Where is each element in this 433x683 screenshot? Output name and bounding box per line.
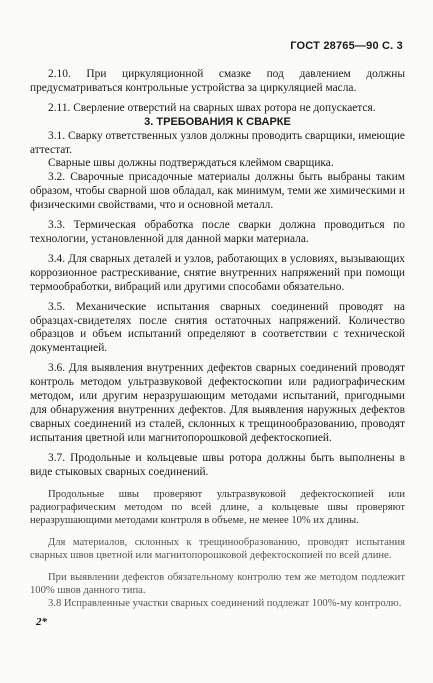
document-body bbox=[30, 68, 405, 610]
paragraph-3-4: 3.4. Для сварных деталей и узлов, работающих в условиях, вызывающих коррозионное растрескивание, снятие внутренних напряжений при помощи термообработки, вибраций или другими способами обязательно. bbox=[30, 252, 405, 293]
paragraph-3-7d: При выявлении дефектов обязательному контролю тем же методом подлежит 100% швов данного типа. bbox=[30, 572, 405, 597]
paragraph-3-3: 3.3. Термическая обработка после сварки должна проводиться по технологии, установленной для данной марки материала. bbox=[30, 219, 405, 245]
paragraph-3-1: 3.1. Сварку ответственных узлов должны проводить сварщики, имеющие аттестат. bbox=[30, 129, 405, 156]
page-footer-mark: 2* bbox=[36, 616, 47, 628]
paragraph-3-1b: Сварные швы должны подтверждаться клеймом сварщика. bbox=[48, 157, 334, 170]
paragraph-3-6: 3.6. Для выявления внутренних дефектов сварных соединений проводят контроль методом ультразвуковой дефектоскопии или радиографическим методом, или другим неразрушающим методами испытаний, пригодными для обнаружения внутренних дефектов. Для выявления наружных дефектов сварных соединений из сталей, склонных к трещинообразованию, проводят испытания цветной или магнитопорошковой дефектоскопией. bbox=[30, 362, 405, 444]
paragraph-3-7c: Для материалов, склонных к трещинообразованию, проводят испытания сварных швов цветной или магнитопорошковой дефектоскопией по всей длине. bbox=[30, 537, 405, 562]
paragraph-3-8: 3.8 Исправленные участки сварных соединений подлежат 100%-му контролю. bbox=[48, 598, 402, 610]
paragraph-2-11: 2.11. Сверление отверстий на сварных швах ротора не допускается. bbox=[48, 101, 376, 114]
page-header: ГОСТ 28765—90 С. 3 bbox=[290, 40, 403, 52]
paragraph-3-7b: Продольные швы проверяют ультразвуковой дефектоскопией или радиографическим методом по всей длине, а кольцевые швы проверяют неразрушающими методами контроля в объеме, не менее 10% их длины. bbox=[30, 489, 405, 527]
paragraph-3-2: 3.2. Сварочные присадочные материалы должны быть выбраны таким образом, чтобы сварной шов обладал, как минимум, теми же химическими и физическими свойствами, что и основной металл. bbox=[30, 171, 405, 212]
paragraph-3-7: 3.7. Продольные и кольцевые швы ротора должны быть выполнены в виде стыковых сварных соединений. bbox=[30, 451, 405, 478]
paragraph-2-10: 2.10. При циркуляционной смазке под давлением должны предусматриваться контрольные устройства за циркуляцией масла. bbox=[30, 68, 405, 94]
section-title: 3. ТРЕБОВАНИЯ К СВАРКЕ bbox=[144, 115, 291, 128]
paragraph-3-5: 3.5. Механические испытания сварных соединений проводят на образцах-свидетелях после снятия остаточных напряжений. Количество образцов и объем испытаний определяют в соответствии с технической документацией. bbox=[30, 300, 405, 355]
